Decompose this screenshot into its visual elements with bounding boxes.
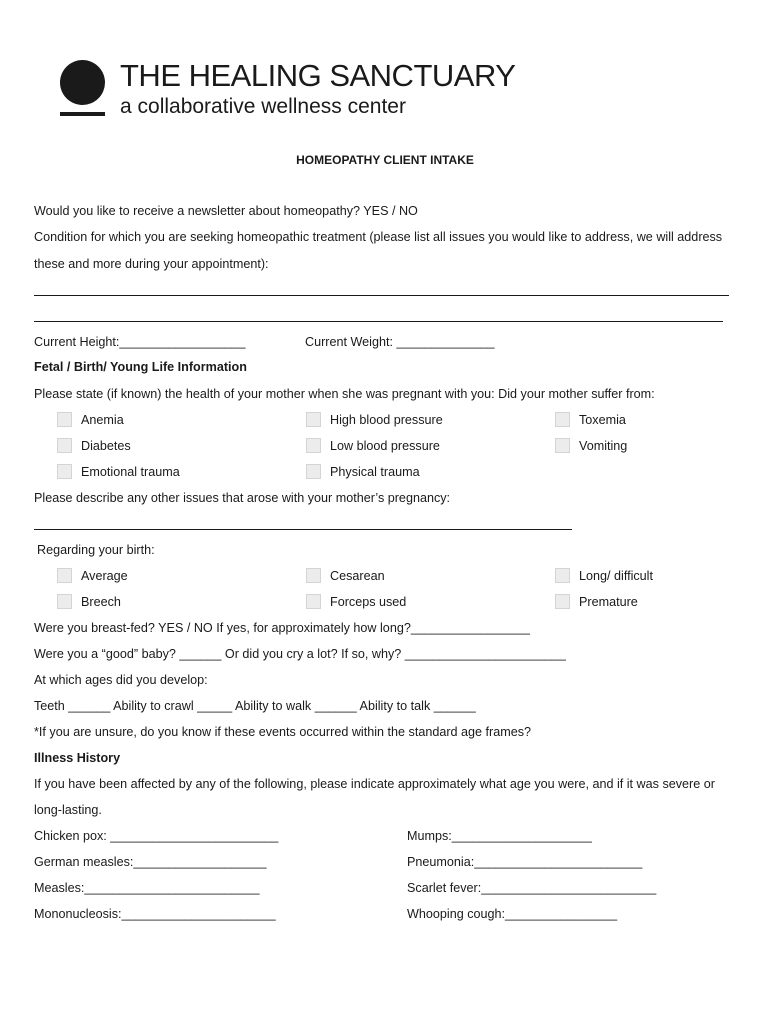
- illness-instructions-line-1: If you have been affected by any of the following, please indicate approximately what age you were, and if it was severe or: [34, 777, 715, 791]
- chicken-pox-field[interactable]: Chicken pox: ________________________: [34, 829, 279, 843]
- checkbox-high-blood-pressure[interactable]: [306, 412, 443, 428]
- newsletter-question: Would you like to receive a newsletter about homeopathy? YES / NO: [34, 204, 418, 218]
- checkbox-square-icon[interactable]: [555, 412, 570, 427]
- org-name: THE HEALING SANCTUARY: [120, 58, 516, 93]
- checkbox-toxemia[interactable]: [555, 412, 626, 428]
- checkbox-label: Breech: [81, 595, 121, 609]
- illness-section-heading: Illness History: [34, 751, 121, 765]
- checkbox-label: Emotional trauma: [81, 465, 180, 479]
- form-title: HOMEOPATHY CLIENT INTAKE: [296, 153, 474, 167]
- development-ages-question: At which ages did you develop:: [34, 673, 208, 687]
- checkbox-square-icon[interactable]: [57, 568, 72, 583]
- checkbox-square-icon[interactable]: [306, 412, 321, 427]
- other-issues-question: Please describe any other issues that arose with your mother’s pregnancy:: [34, 491, 451, 505]
- pneumonia-field[interactable]: Pneumonia:________________________: [407, 855, 643, 869]
- checkbox-emotional-trauma[interactable]: [57, 464, 180, 480]
- checkbox-anemia[interactable]: [57, 412, 124, 428]
- checkbox-square-icon[interactable]: [306, 568, 321, 583]
- logo-circle-icon: [60, 60, 105, 105]
- checkbox-label: Anemia: [81, 413, 124, 427]
- checkbox-diabetes[interactable]: [57, 438, 131, 454]
- checkbox-square-icon[interactable]: [57, 464, 72, 479]
- mumps-field[interactable]: Mumps:____________________: [407, 829, 592, 843]
- condition-question-line-1: Condition for which you are seeking homeopathic treatment (please list all issues you would like to address, we will address: [34, 230, 723, 244]
- checkbox-physical-trauma[interactable]: [306, 464, 420, 480]
- checkbox-label: Cesarean: [330, 569, 385, 583]
- checkbox-label: Average: [81, 569, 128, 583]
- logo-underline-bar: [60, 112, 105, 116]
- checkbox-premature[interactable]: [555, 594, 638, 610]
- condition-answer-line-1[interactable]: [34, 295, 729, 296]
- checkbox-label: High blood pressure: [330, 413, 443, 427]
- checkbox-label: Vomiting: [579, 439, 628, 453]
- whooping-cough-field[interactable]: Whooping cough:________________: [407, 907, 618, 921]
- checkbox-label: Physical trauma: [330, 465, 420, 479]
- checkbox-label: Premature: [579, 595, 638, 609]
- checkbox-label: Toxemia: [579, 413, 626, 427]
- breastfed-question[interactable]: Were you breast-fed? YES / NO If yes, for approximately how long?_________________: [34, 621, 530, 635]
- checkbox-label: Forceps used: [330, 595, 407, 609]
- checkbox-square-icon[interactable]: [306, 594, 321, 609]
- mother-health-question: Please state (if known) the health of your mother when she was pregnant with you: Did your mother suffer from:: [34, 387, 655, 401]
- fetal-section-heading: Fetal / Birth/ Young Life Information: [34, 360, 247, 374]
- condition-question-line-2: these and more during your appointment):: [34, 257, 269, 271]
- mononucleosis-field[interactable]: Mononucleosis:______________________: [34, 907, 276, 921]
- checkbox-label: Low blood pressure: [330, 439, 440, 453]
- checkbox-square-icon[interactable]: [57, 594, 72, 609]
- checkbox-square-icon[interactable]: [306, 464, 321, 479]
- checkbox-square-icon[interactable]: [57, 412, 72, 427]
- checkbox-square-icon[interactable]: [555, 438, 570, 453]
- checkbox-average[interactable]: [57, 568, 128, 584]
- unsure-note: *If you are unsure, do you know if these events occurred within the standard age frames?: [34, 725, 532, 739]
- weight-field[interactable]: Current Weight: ______________: [305, 335, 495, 349]
- checkbox-square-icon[interactable]: [306, 438, 321, 453]
- checkbox-square-icon[interactable]: [57, 438, 72, 453]
- checkbox-label: Long/ difficult: [579, 569, 653, 583]
- checkbox-low-blood-pressure[interactable]: [306, 438, 440, 454]
- birth-question: Regarding your birth:: [37, 543, 155, 557]
- height-field[interactable]: Current Height:__________________: [34, 335, 246, 349]
- checkbox-square-icon[interactable]: [555, 594, 570, 609]
- checkbox-square-icon[interactable]: [555, 568, 570, 583]
- condition-answer-line-2[interactable]: [34, 321, 723, 322]
- org-tagline: a collaborative wellness center: [120, 95, 406, 118]
- checkbox-forceps-used[interactable]: [306, 594, 406, 610]
- german-measles-field[interactable]: German measles:___________________: [34, 855, 267, 869]
- checkbox-cesarean[interactable]: [306, 568, 385, 584]
- illness-instructions-line-2: long-lasting.: [34, 803, 102, 817]
- good-baby-question[interactable]: Were you a “good” baby? ______ Or did you cry a lot? If so, why? _______________________: [34, 647, 566, 661]
- checkbox-long-difficult[interactable]: [555, 568, 653, 584]
- other-issues-answer-line[interactable]: [34, 529, 572, 530]
- checkbox-breech[interactable]: [57, 594, 121, 610]
- scarlet-fever-field[interactable]: Scarlet fever:_________________________: [407, 881, 657, 895]
- milestones-fields[interactable]: Teeth ______ Ability to crawl _____ Ability to walk ______ Ability to talk ______: [34, 699, 476, 713]
- logo: [60, 58, 620, 120]
- checkbox-vomiting[interactable]: [555, 438, 627, 454]
- checkbox-label: Diabetes: [81, 439, 131, 453]
- measles-field[interactable]: Measles:_________________________: [34, 881, 260, 895]
